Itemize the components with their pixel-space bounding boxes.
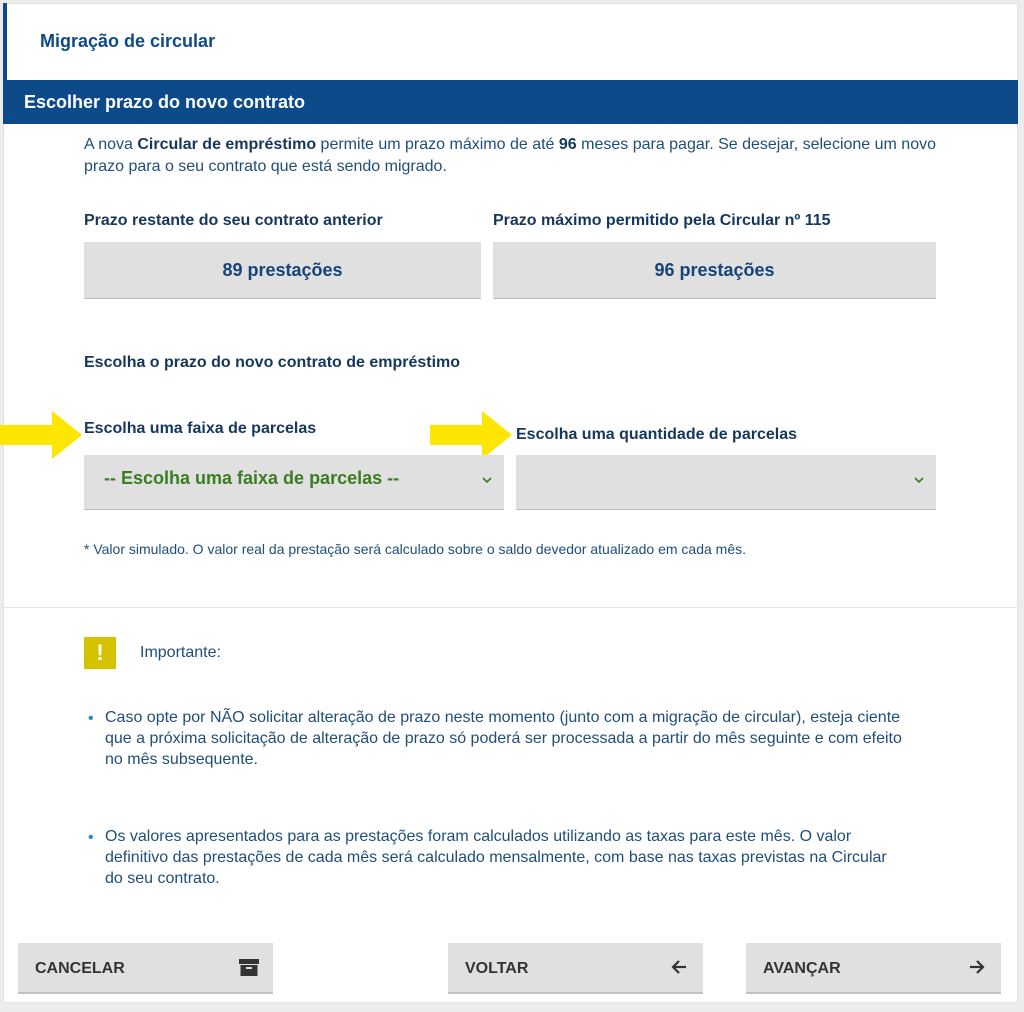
divider (3, 607, 1018, 608)
arrow-right-icon (0, 411, 84, 459)
warning-icon: ! (84, 637, 116, 669)
intro-bold-circular: Circular de empréstimo (137, 136, 317, 153)
max-term-value: 96 prestações (493, 242, 936, 299)
intro-text-part: permite um prazo máximo de até (316, 136, 559, 153)
next-button[interactable] (746, 943, 1001, 994)
section-title: Escolher prazo do novo contrato (24, 92, 306, 112)
list-item-text: Os valores apresentados para as prestações foram calculados utilizando as taxas para este mês. O valor definitivo das prestações de cada mês será calculado mensalmente, com base nas taxas previstas na Circular do seu contrato. (105, 828, 887, 887)
archive-icon (239, 957, 259, 977)
page-header (3, 3, 1018, 80)
page-title: Migração de circular (40, 31, 216, 51)
intro-text-part: A nova (84, 136, 138, 153)
cancel-button[interactable] (18, 943, 273, 994)
range-select[interactable] (84, 455, 504, 510)
arrow-left-icon (669, 957, 689, 977)
chevron-down-icon (480, 473, 494, 487)
section-header (3, 80, 1018, 124)
simulation-note: * Valor simulado. O valor real da prestação será calculado sobre o saldo devedor atualizado em cada mês. (84, 541, 746, 557)
choose-term-heading: Escolha o prazo do novo contrato de empréstimo (84, 354, 461, 371)
arrow-right-icon (967, 957, 987, 977)
max-term-label: Prazo máximo permitido pela Circular nº 115 (493, 212, 831, 229)
range-select-value: -- Escolha uma faixa de parcelas -- (104, 468, 400, 488)
range-select-label: Escolha uma faixa de parcelas (84, 420, 317, 437)
intro-text-part: meses para pagar. Se desejar, selecione um novo prazo para o seu contrato que está sendo migrado. (84, 136, 936, 175)
next-button-label: AVANÇAR (763, 960, 841, 977)
chevron-down-icon (912, 473, 926, 487)
important-title: Importante: (140, 644, 221, 661)
back-button-label: VOLTAR (465, 960, 529, 977)
remaining-term-value: 89 prestações (84, 242, 481, 299)
quantity-select[interactable] (516, 455, 936, 510)
arrow-right-icon (430, 411, 514, 459)
quantity-select-label: Escolha uma quantidade de parcelas (516, 426, 797, 443)
cancel-button-label: CANCELAR (35, 960, 125, 977)
intro-text (84, 134, 954, 178)
bullet-icon: • (88, 829, 94, 846)
back-button[interactable] (448, 943, 703, 994)
remaining-term-label: Prazo restante do seu contrato anterior (84, 212, 383, 229)
list-item-text: Caso opte por NÃO solicitar alteração de prazo neste momento (junto com a migração de circular), esteja ciente que a próxima solicitação de alteração de prazo só poderá ser processada a partir do mês seguinte e com efeito no mês subsequente. (105, 709, 902, 768)
bullet-icon: • (88, 710, 94, 727)
intro-bold-months: 96 (558, 136, 577, 153)
